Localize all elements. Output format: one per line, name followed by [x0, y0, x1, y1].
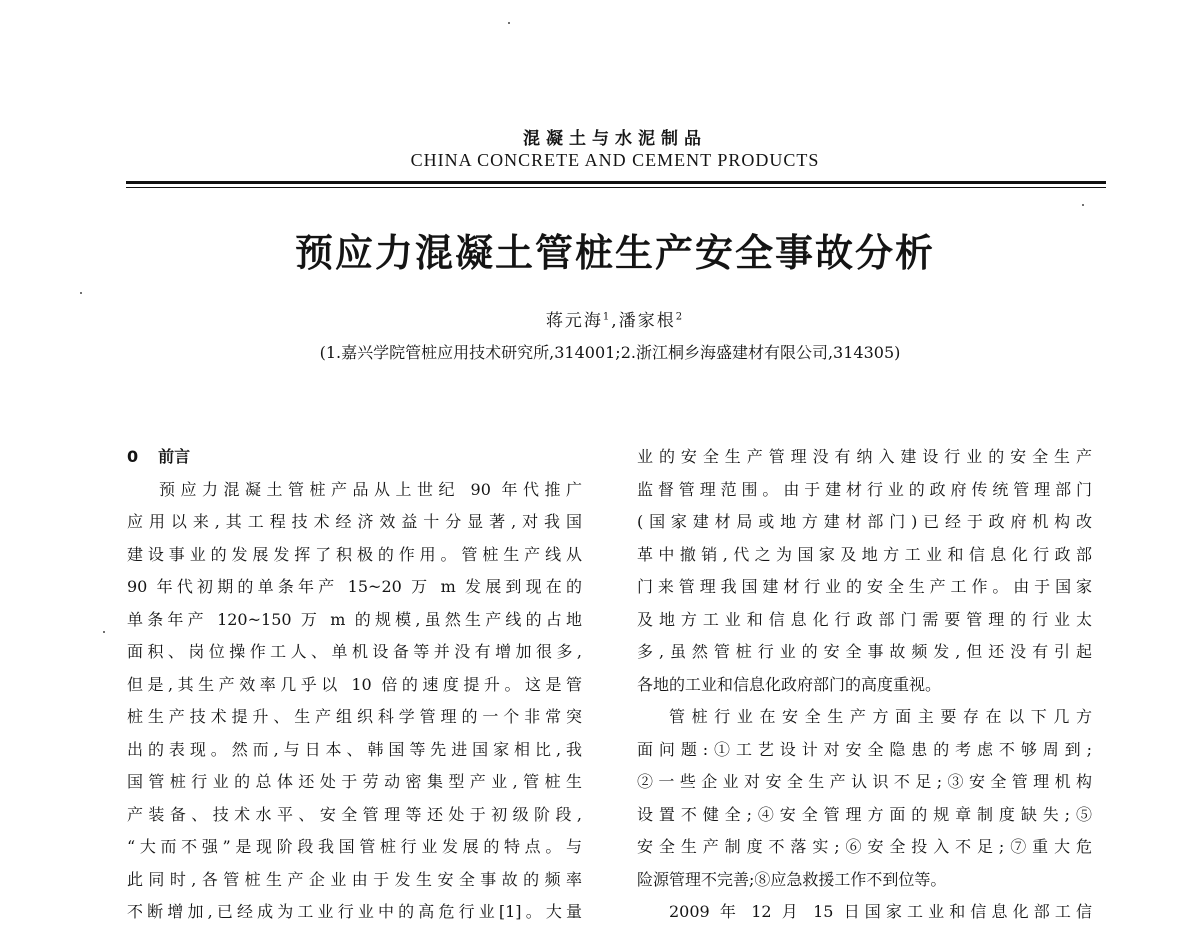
text-line: 2009 年 12 月 15 日国家工业和信息化部工信: [669, 902, 1092, 921]
body-column-left: [127, 441, 582, 929]
text-line: 建设事业的发展发挥了积极的作用。管桩生产线从: [127, 544, 582, 564]
author-name: 潘家根: [618, 311, 676, 331]
text-line: 国管桩行业的总体还处于劳动密集型产业,管桩生: [127, 772, 582, 791]
text-line: 单条年产 120~150 万 m 的规模,虽然生产线的占地: [127, 609, 582, 629]
scan-speck: [1082, 204, 1084, 206]
scan-speck: [508, 22, 510, 24]
text-line: 但是,其生产效率几乎以 10 倍的速度提升。这是管: [127, 674, 582, 694]
text-line: 产装备、技术水平、安全管理等还处于初级阶段,: [127, 804, 582, 824]
author-name: 蒋元海: [545, 311, 603, 331]
journal-title-english: CHINA CONCRETE AND CEMENT PRODUCTS: [410, 150, 820, 170]
body-column-right: [637, 441, 1092, 929]
header-rule-thin: [126, 187, 1106, 188]
scan-speck: [80, 292, 82, 294]
text-line: 面问题:①工艺设计对安全隐患的考虑不够周到;: [637, 739, 1092, 759]
text-line: 及地方工业和信息化行政部门需要管理的行业太: [637, 609, 1092, 629]
author-line: [0, 306, 1200, 331]
text-line: 多,虽然管桩行业的安全事故频发,但还没有引起: [637, 642, 1092, 661]
journal-title-chinese: 混凝土与水泥制品: [523, 129, 707, 149]
header-rule-thick: [126, 181, 1106, 184]
author-separator: ,: [611, 311, 619, 331]
text-line: ②一些企业对安全生产认识不足;③安全管理机构: [637, 772, 1092, 791]
text-line: 安全生产制度不落实;⑥安全投入不足;⑦重大危: [637, 837, 1092, 856]
text-line: 应用以来,其工程技术经济效益十分显著,对我国: [127, 512, 582, 531]
section-number: 0: [127, 447, 139, 466]
text-line: 面积、岗位操作工人、单机设备等并没有增加很多,: [127, 642, 582, 661]
text-line: “大而不强”是现阶段我国管桩行业发展的特点。与: [127, 837, 582, 856]
text-line: 出的表现。然而,与日本、韩国等先进国家相比,我: [127, 739, 582, 759]
text-line: 预应力混凝土管桩产品从上世纪 90 年代推广: [159, 479, 582, 499]
text-line: 门来管理我国建材行业的安全生产工作。由于国家: [637, 577, 1092, 596]
text-line: 革中撤销,代之为国家及地方工业和信息化行政部: [637, 544, 1092, 564]
author-affiliations: (1.嘉兴学院管桩应用技术研究所,314001;2.浙江桐乡海盛建材有限公司,314305): [319, 343, 901, 362]
author-affiliation-mark: 2: [675, 311, 685, 323]
text-line: 桩生产技术提升、生产组织科学管理的一个非常突: [127, 707, 582, 726]
text-line: (国家建材局或地方建材部门)已经于政府机构改: [637, 512, 1092, 531]
author-affiliation-mark: 1: [602, 311, 612, 323]
text-line: 险源管理不完善;⑧应急救援工作不到位等。: [637, 869, 947, 889]
scan-speck: [103, 631, 105, 633]
text-line: 此同时,各管桩生产企业由于发生安全事故的频率: [127, 869, 582, 889]
text-line: 各地的工业和信息化政府部门的高度重视。: [637, 674, 942, 694]
section-heading: [127, 441, 582, 474]
text-line: 90 年代初期的单条年产 15~20 万 m 发展到现在的: [127, 577, 582, 596]
text-line: 管桩行业在安全生产方面主要存在以下几方: [669, 707, 1092, 726]
article-title: 预应力混凝土管桩生产安全事故分析: [294, 231, 935, 275]
text-line: 设置不健全;④安全管理方面的规章制度缺失;⑤: [637, 804, 1092, 824]
text-line: 业的安全生产管理没有纳入建设行业的安全生产: [637, 447, 1092, 466]
text-line: 监督管理范围。由于建材行业的政府传统管理部门: [637, 479, 1092, 499]
text-line: 不断增加,已经成为工业行业中的高危行业[1]。大量: [127, 902, 582, 921]
section-heading-text: 前言: [158, 447, 191, 466]
